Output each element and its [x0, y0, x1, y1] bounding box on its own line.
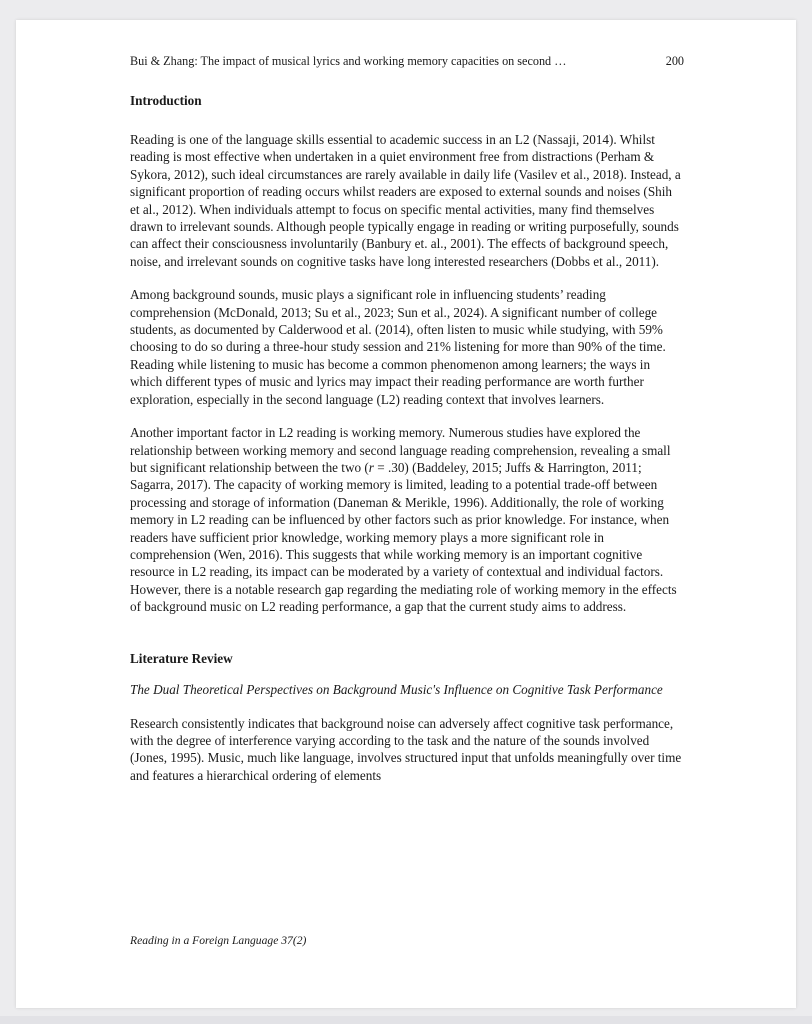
intro-paragraph-2: Among background sounds, music plays a significant role in influencing students’ reading comprehension (McDonald, 2013; Su et al., 2023; Sun et al., 2024). A significant number of college students, as documented by Calderwood et al. (2014), often listen to music while studying, with 59% choosing to do so during a three-hour study session and 21% listening for more than 90% of the time. Reading while listening to music has become a common phenomenon among learners; the ways in which different types of music and lyrics may impact their reading performance are worth further exploration, especially in the second language (L2) reading context that involves learners.	[130, 287, 666, 407]
page-content	[130, 92, 684, 784]
running-title: Bui & Zhang: The impact of musical lyrics and working memory capacities on second …	[130, 54, 567, 68]
literature-subheading: The Dual Theoretical Perspectives on Background Music's Influence on Cognitive Task Performance	[130, 681, 663, 697]
document-page	[16, 20, 796, 1008]
literature-review-heading: Literature Review	[130, 650, 233, 666]
intro-paragraph-1: Reading is one of the language skills essential to academic success in an L2 (Nassaji, 2014). Whilst reading is most effective when undertaken in a quiet environment free from distractions (Perham & Sykora, 2012), such ideal circumstances are rarely available in daily life (Vasilev et al., 2018). Instead, a significant proportion of reading occurs whilst readers are exposed to external sounds and noises (Shih et al., 2012). When individuals attempt to focus on specific mental activities, many find themselves drawn to irrelevant sounds. Although people typically engage in reading or writing purposefully, sounds can affect their consciousness involuntarily (Banbury et. al., 2001). The effects of background speech, noise, and irrelevant sounds on cognitive tasks have long interested researchers (Dobbs et al., 2011).	[130, 132, 681, 269]
statistic-r: r	[368, 459, 374, 475]
intro-paragraph-3	[130, 424, 684, 615]
page-number: 200	[665, 54, 684, 68]
intro-paragraph-3-part-b: = .30) (Baddeley, 2015; Juffs & Harrington, 2011; Sagarra, 2017). The capacity of working memory is limited, leading to a potential trade-off between processing and storage of information (Daneman & Merikle, 1996). Additionally, the role of working memory in L2 reading can be influenced by other factors such as prior knowledge. For instance, when readers have sufficient prior knowledge, working memory plays a more significant role in comprehension (Wen, 2016). This suggests that while working memory is an important cognitive resource in L2 reading, its impact can be moderated by a variety of contextual and individual factors. However, there is a notable research gap regarding the mediating role of working memory in the effects of background music on L2 reading performance, a gap that the current study aims to address.	[130, 459, 677, 615]
running-header	[130, 54, 684, 68]
introduction-heading: Introduction	[130, 93, 202, 108]
viewer-bottom-bar	[0, 1016, 812, 1024]
intro-paragraph-3-part-a: Another important factor in L2 reading is working memory. Numerous studies have explored the relationship between working memory and second language reading comprehension, revealing a small but significant relationship between the two (	[130, 425, 671, 475]
literature-paragraph-1: Research consistently indicates that background noise can adversely affect cognitive task performance, with the degree of interference varying according to the task and the nature of the sounds involved (Jones, 1995). Music, much like language, involves structured input that unfolds meaningfully over time and features a hierarchical ordering of elements	[130, 715, 682, 783]
journal-footer: Reading in a Foreign Language 37(2)	[130, 934, 307, 947]
